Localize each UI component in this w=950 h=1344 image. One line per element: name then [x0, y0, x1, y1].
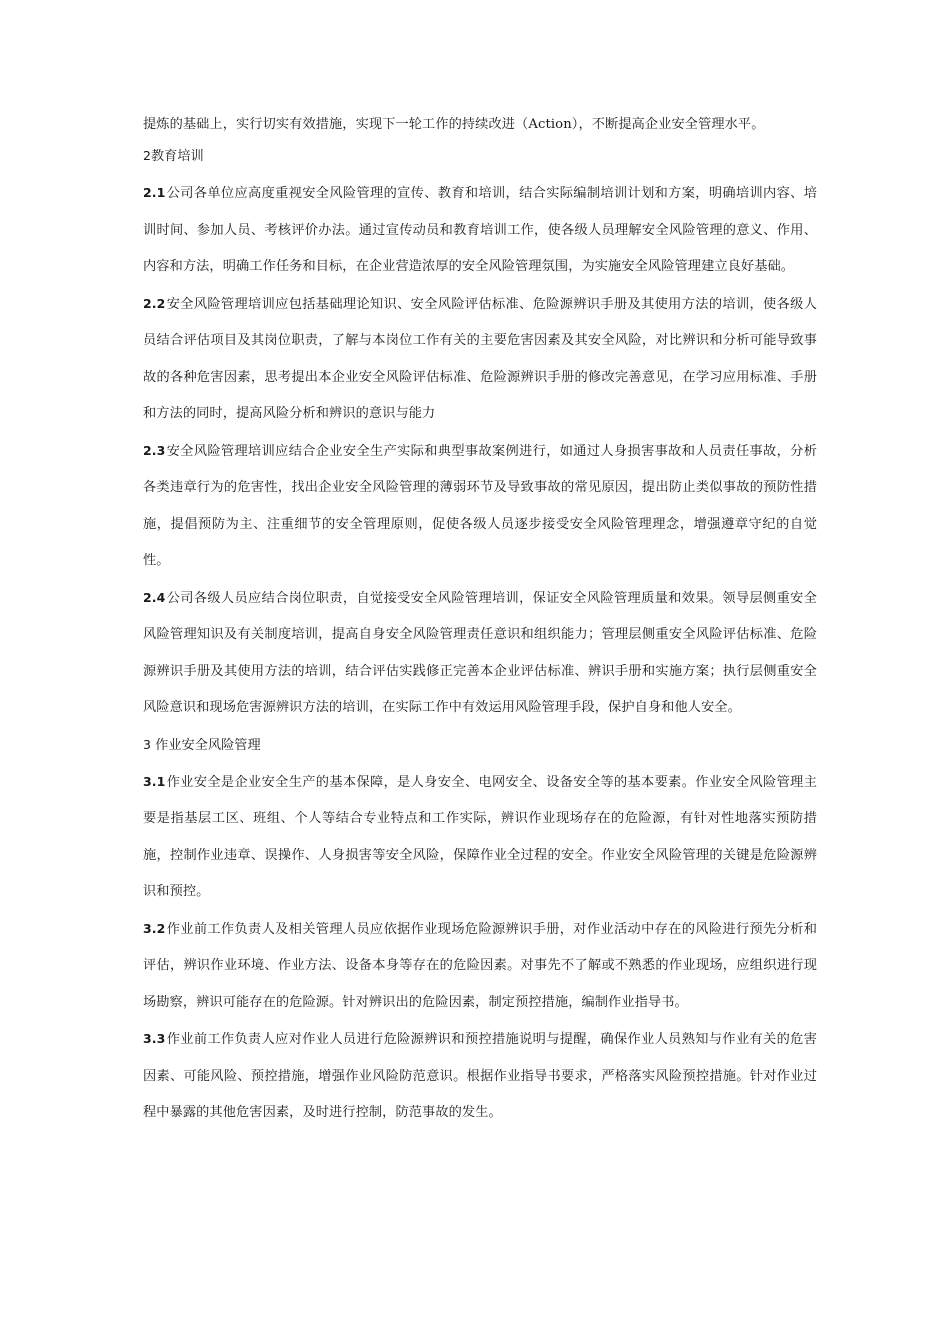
section-2-number: 2 [143, 148, 151, 163]
paragraph-text: 作业前工作负责人应对作业人员进行危险源辨识和预控措施说明与提醒，确保作业人员熟知与作业有关的危害因素、可能风险、预控措施，增强作业风险防范意识。根据作业指导书要求，严格落实风险预控措施。针对作业过程中暴露的其他危害因素，及时进行控制，防范事故的发生。 [143, 1032, 817, 1120]
paragraph-3-3 [143, 1021, 817, 1132]
paragraph-number: 3.1 [143, 773, 166, 789]
paragraph-number: 3.3 [143, 1031, 166, 1046]
paragraph-text: 作业前工作负责人及相关管理人员应依据作业现场危险源辨识手册，对作业活动中存在的风险进行预先分析和评估，辨识作业环境、作业方法、设备本身等存在的危险因素。对事先不了解或不熟悉的作业现场，应组织进行现场勘察，辨识可能存在的危险源。针对辨识出的危险因素，制定预控措施，编制作业指导书。 [143, 921, 817, 1010]
paragraph-number: 2.3 [143, 442, 166, 458]
paragraph-2-3 [143, 433, 817, 580]
section-3-number: 3 [143, 736, 151, 752]
paragraph-text: 安全风险管理培训应包括基础理论知识、安全风险评估标准、危险源辨识手册及其使用方法的培训，使各级人员结合评估项目及其岗位职责，了解与本岗位工作有关的主要危害因素及其安全风险，对比辨识和分析可能导致事故的各种危害因素，思考提出本企业安全风险评估标准、危险源辨识手册的修改完善意见，在学习应用标准、手册和方法的同时，提高风险分析和辨识的意识与能力 [143, 296, 817, 421]
section-2-heading [143, 138, 817, 175]
paragraph-3-1 [143, 764, 817, 911]
document-page [143, 112, 817, 1132]
section-2-title: 教育培训 [150, 149, 204, 164]
paragraph-2-4 [143, 580, 817, 727]
paragraph-text: 公司各单位应高度重视安全风险管理的宣传、教育和培训，结合实际编制培训计划和方案，明确培训内容、培训时间、参加人员、考核评价办法。通过宣传动员和教育培训工作，使各级人员理解安全风险管理的意义、作用、内容和方法，明确工作任务和目标，在企业营造浓厚的安全风险管理氛围，为实施安全风险管理建立良好基础。 [143, 186, 817, 274]
paragraph-text: 作业安全是企业安全生产的基本保障，是人身安全、电网安全、设备安全等的基本要素。作业安全风险管理主要是指基层工区、班组、个人等结合专业特点和工作实际，辨识作业现场存在的危险源，有针对性地落实预防措施，控制作业违章、误操作、人身损害等安全风险，保障作业全过程的安全。作业安全风险管理的关键是危险源辨识和预控。 [143, 774, 817, 899]
paragraph-text: 公司各级人员应结合岗位职责，自觉接受安全风险管理培训，保证安全风险管理质量和效果。领导层侧重安全风险管理知识及有关制度培训，提高自身安全风险管理责任意识和组织能力；管理层侧重安全风险评估标准、危险源辨识手册及其使用方法的培训，结合评估实践修正完善本企业评估标准、辨识手册和实施方案；执行层侧重安全风险意识和现场危害源辨识方法的培训，在实际工作中有效运用风险管理手段，保护自身和他人安全。 [143, 590, 817, 715]
paragraph-number: 2.2 [143, 295, 166, 311]
paragraph-3-2 [143, 911, 817, 1022]
intro-paragraph: 提炼的基础上，实行切实有效措施，实现下一轮工作的持续改进（Action），不断提高企业安全管理水平。 [143, 117, 765, 132]
paragraph-number: 3.2 [143, 920, 166, 936]
paragraph-text: 安全风险管理培训应结合企业安全生产实际和典型事故案例进行，如通过人身损害事故和人员责任事故，分析各类违章行为的危害性，找出企业安全风险管理的薄弱环节及导致事故的常见原因，提出防止类似事故的预防性措施，提倡预防为主、注重细节的安全管理原则，促使各级人员逐步接受安全风险管理理念，增强遵章守纪的自觉性。 [143, 443, 817, 568]
paragraph-2-2 [143, 286, 817, 433]
paragraph-2-1 [143, 175, 817, 286]
paragraph-number: 2.4 [143, 589, 166, 605]
section-3-title: 作业安全风险管理 [155, 737, 261, 753]
paragraph-number: 2.1 [143, 185, 166, 200]
section-3-heading [143, 727, 817, 764]
